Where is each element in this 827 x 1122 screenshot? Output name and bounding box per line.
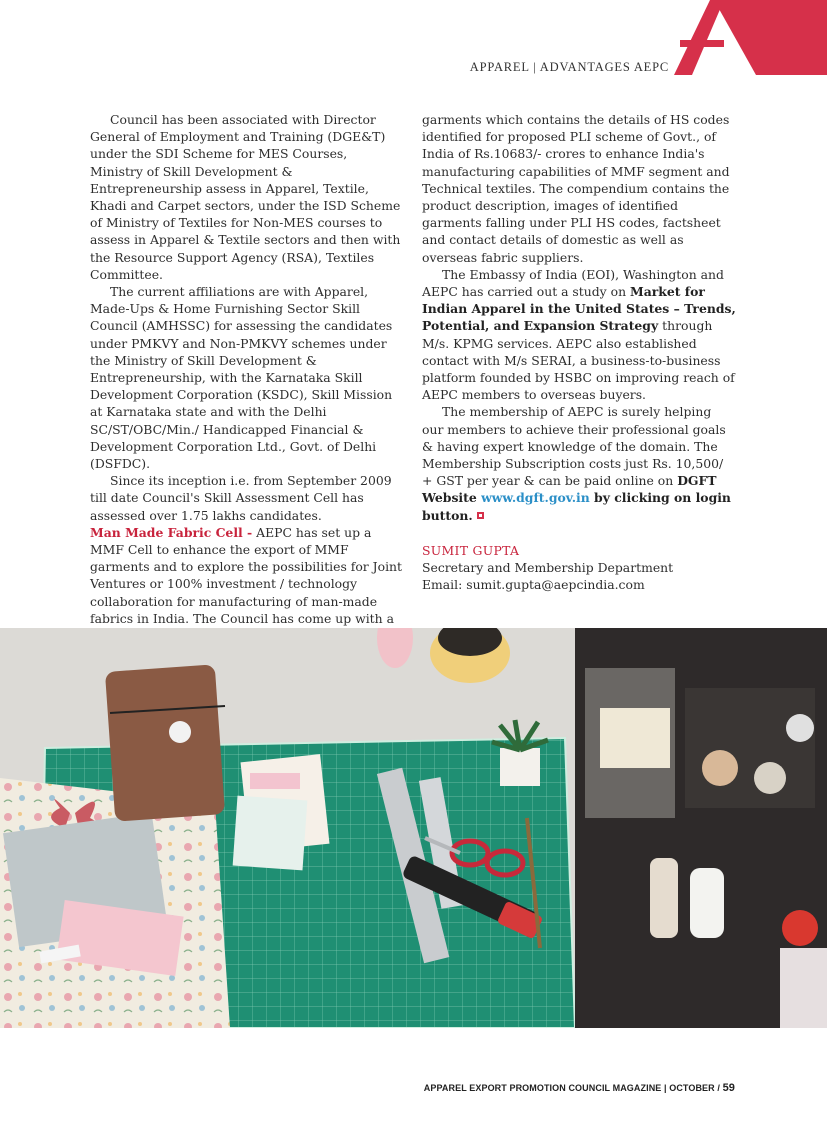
- storage-box-icon: [575, 628, 827, 1028]
- dgft-label: DGFT Website: [422, 473, 717, 506]
- aepc-logo-icon: [672, 0, 827, 75]
- section-header: APPAREL | ADVANTAGES AEPC: [469, 60, 669, 74]
- paragraph: Since its inception i.e. from September 2009 till date Council's Skill Assessment Cell has assessed over 1.75 lakhs candidates.: [90, 473, 392, 523]
- paragraph: The current affiliations are with Apparel, Made-Ups & Home Furnishing Sector Skill Council (AMHSSC) for assessing the candidates under PMKVY and Non-PMKVY schemes under the Ministry of Skill Development & Entrepreneurship, with the Karnataka Skill Development Corporation (KSDC), Skill Mission at Karnataka state and with the Delhi SC/ST/OBC/Min./ Handicapped Financial & Development Corporation Ltd., Govt. of Delhi (DSFDC).: [90, 284, 393, 472]
- craft-desk-photo: [0, 628, 827, 1028]
- mmf-cell-heading: Man Made Fabric Cell -: [90, 524, 253, 540]
- author-email[interactable]: Email: sumit.gupta@aepcindia.com: [422, 577, 645, 593]
- membership-text: The membership of AEPC is surely helping our members to achieve their professional goals & having expert knowledge of the domain. The Membership Subscription costs just Rs. 10,500/ + GST per year & can be paid online on: [422, 404, 726, 489]
- left-column: [90, 111, 403, 644]
- paragraph: garments which contains the details of HS codes identified for proposed PLI scheme of Govt., of India of Rs.10683/- crores to enhance India's manufacturing capabilities of MMF segment and Technical textiles. The compendium contains the product description, images of identified garments falling under PLI HS codes, factsheet and contact details of domestic as well as overseas fabric suppliers.: [422, 112, 730, 265]
- paragraph-membership: [422, 403, 736, 523]
- author-block: [422, 542, 736, 594]
- footer-text: APPAREL EXPORT PROMOTION COUNCIL MAGAZINE | OCTOBER /: [423, 1083, 720, 1093]
- mmf-cell-text: AEPC has set up a MMF Cell to enhance the export of MMF garments and to explore the possibilities for Joint Ventures or 100% investment / technology collaboration for manufacturing of man-made fabrics in India. The Council has come up with a: [90, 524, 403, 626]
- page-footer: [424, 1082, 735, 1094]
- login-instruction: by clicking on login button.: [422, 490, 731, 523]
- dgft-link[interactable]: www.dgft.gov.in: [481, 490, 590, 506]
- study-text: The Embassy of India (EOI), Washington and AEPC has carried out a study on: [422, 266, 724, 300]
- author-name: SUMIT GUPTA: [422, 542, 520, 558]
- author-role: Secretary and Membership Department: [422, 560, 674, 576]
- study-text-2: through M/s. KPMG services. AEPC also established contact with M/s SERAI, a business-to-business platform founded by HSBC on improving reach of AEPC members to overseas buyers.: [422, 318, 735, 403]
- right-column: [422, 111, 736, 593]
- paragraph: Council has been associated with Director General of Employment and Training (DGE&T) under the SDI Scheme for MES Courses, Ministry of Skill Development & Entrepreneurship assess in Apparel, Textile, Khadi and Carpet sectors, under the ISD Scheme of Ministry of Textiles for Non-MES courses to assess in Apparel & Textile sectors and then with the Resource Support Agency (RSA), Textiles Committee.: [90, 112, 401, 282]
- paragraph-mmf-cell: [90, 524, 403, 644]
- page-number: 59: [722, 1082, 735, 1094]
- study-title: Market for Indian Apparel in the United States – Trends, Potential, and Expansion Strategy: [422, 284, 736, 334]
- paragraph-study: [422, 266, 736, 404]
- notebook-icon: [105, 664, 225, 821]
- end-mark-icon: [477, 512, 484, 519]
